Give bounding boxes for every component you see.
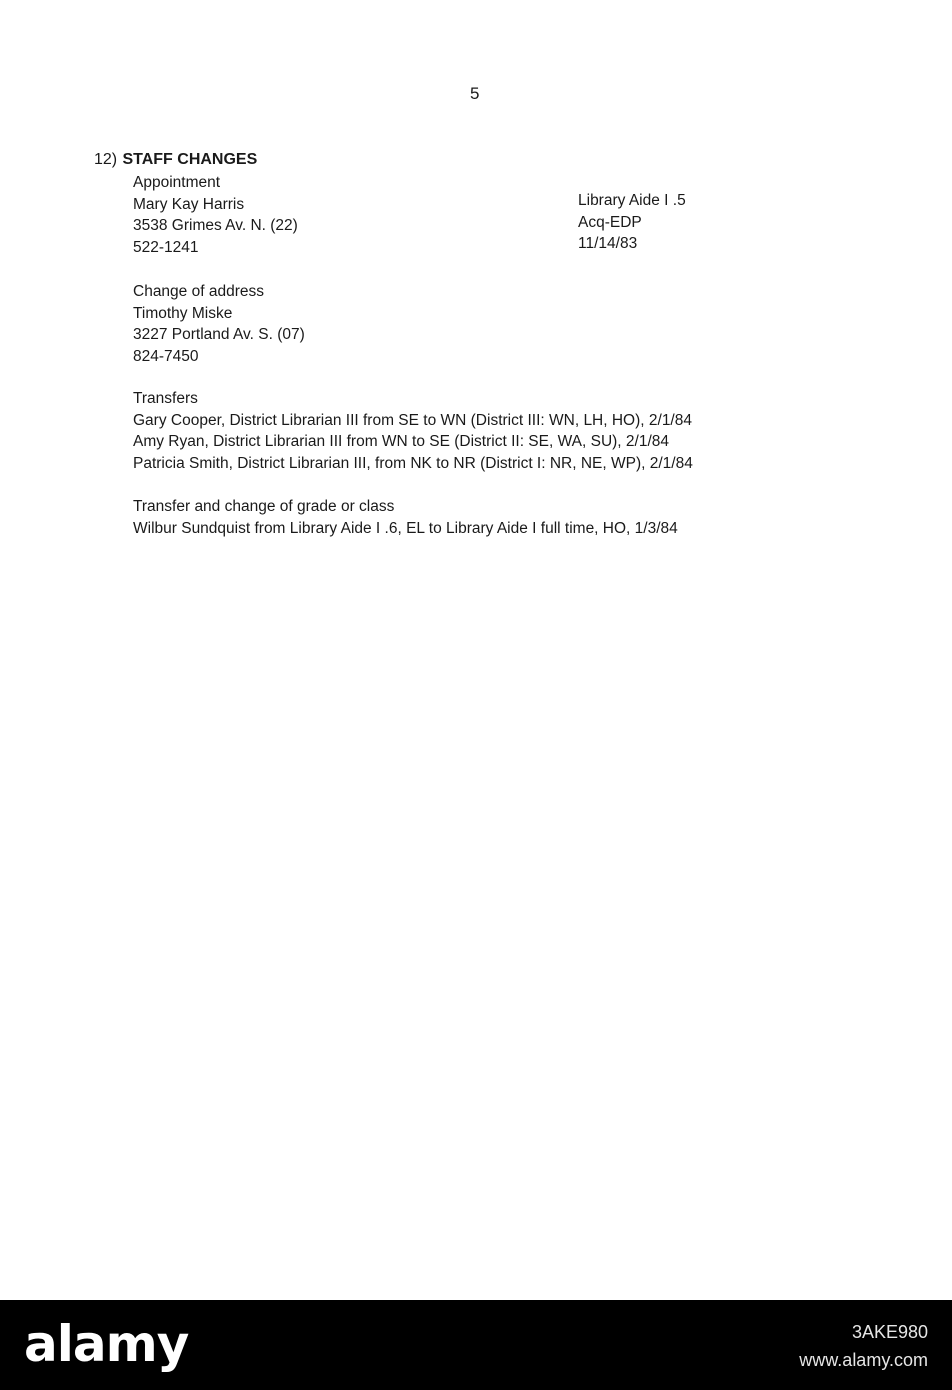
site-url: www.alamy.com [799,1350,928,1370]
section-heading [94,151,257,169]
appointment-details [578,190,686,255]
transfers-heading: Transfers [133,390,198,407]
watermark-footer [0,1300,952,1390]
grade-transfer-heading: Transfer and change of grade or class [133,498,395,515]
appointment-block [133,172,298,258]
grade-transfer-line: Wilbur Sundquist from Library Aide I .6, EL to Library Aide I full time, HO, 1/3/84 [133,519,678,537]
appointment-name: Mary Kay Harris [133,195,245,213]
change-of-address-name: Timothy Miske [133,304,233,322]
appointment-department: Acq-EDP [578,213,642,231]
appointment-heading: Appointment [133,174,221,191]
transfer-line: Gary Cooper, District Librarian III from SE to WN (District III: WN, LH, HO), 2/1/84 [133,411,692,429]
transfer-line: Patricia Smith, District Librarian III, from NK to NR (District I: NR, NE, WP), 2/1/84 [133,454,693,472]
change-of-address-heading: Change of address [133,283,264,300]
change-of-address-phone: 824-7450 [133,347,199,365]
change-of-address-address: 3227 Portland Av. S. (07) [133,326,305,343]
appointment-phone: 522-1241 [133,238,199,256]
page-number: 5 [470,84,480,103]
alamy-logo: alamy [24,1315,189,1373]
transfer-line: Amy Ryan, District Librarian III from WN to SE (District II: SE, WA, SU), 2/1/84 [133,433,670,450]
appointment-address: 3538 Grimes Av. N. (22) [133,217,298,234]
grade-transfer-block [133,496,678,539]
section-title: STAFF CHANGES [122,151,258,168]
transfers-block [133,388,693,474]
image-code: 3AKE980 [851,1322,928,1342]
section-number: 12) [94,151,118,168]
appointment-position: Library Aide I .5 [578,192,686,209]
appointment-date: 11/14/83 [578,235,638,252]
change-of-address-block [133,281,305,367]
